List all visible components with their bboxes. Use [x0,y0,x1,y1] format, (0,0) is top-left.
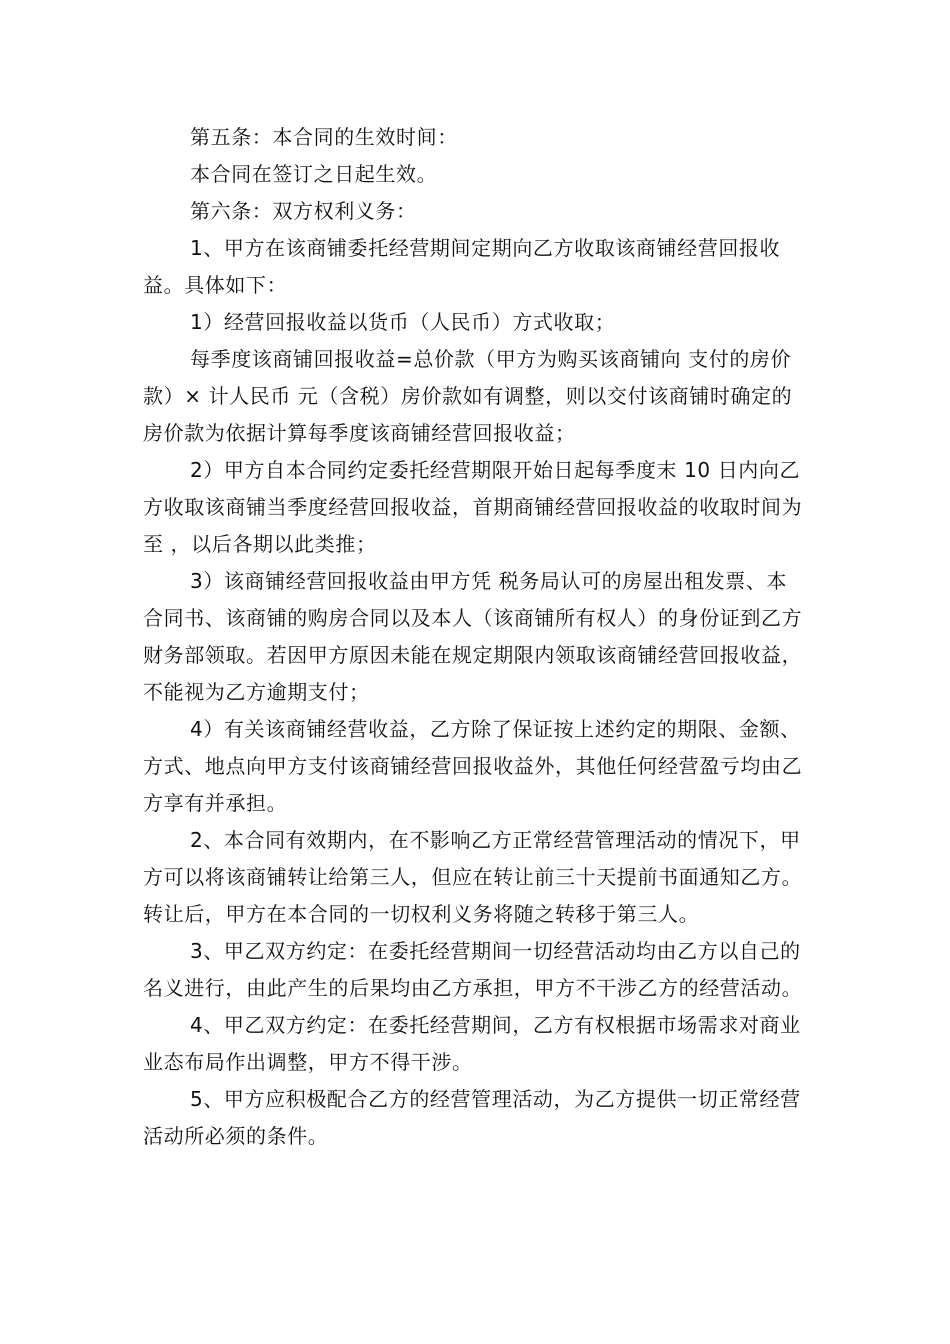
clause-1-item-1: 1）经营回报收益以货币（人民币）方式收取； [190,310,616,334]
article-5-text: 本合同在签订之日起生效。 [190,162,438,186]
document-body [143,119,805,1155]
article-5-heading: 第五条：本合同的生效时间： [190,125,458,149]
clause-4: 4、甲乙双方约定：在委托经营期间，乙方有权根据市场需求对商业业态布局作出调整，甲方不得干涉。 [143,1013,801,1074]
clause-5: 5、甲方应积极配合乙方的经营管理活动，为乙方提供一切正常经营活动所必须的条件。 [143,1087,801,1148]
clause-1-item-1-detail: 每季度该商铺回报收益=总价款（甲方为购买该商铺向 支付的房价款）× 计人民币 元（含税）房价款如有调整，则以交付该商铺时确定的房价款为依据计算每季度该商铺经营回报收益； [143,347,793,445]
article-6-heading: 第六条：双方权利义务： [190,199,417,223]
clause-1-item-3: 3）该商铺经营回报收益由甲方凭 税务局认可的房屋出租发票、本合同书、该商铺的购房合同以及本人（该商铺所有权人）的身份证到乙方财务部领取。若因甲方原因未能在规定期限内领取该商铺经营回报收益，不能视为乙方逾期支付； [143,569,803,704]
clause-1-item-2: 2）甲方自本合同约定委托经营期限开始日起每季度末 10 日内向乙方收取该商铺当季度经营回报收益，首期商铺经营回报收益的收取时间为 至 ，以后各期以此类推； [143,458,803,556]
clause-1-item-4: 4）有关该商铺经营收益，乙方除了保证按上述约定的期限、金额、方式、地点向甲方支付该商铺经营回报收益外，其他任何经营盈亏均由乙方享有并承担。 [143,717,803,815]
clause-2: 2、本合同有效期内，在不影响乙方正常经营管理活动的情况下，甲方可以将该商铺转让给第三人，但应在转让前三十天提前书面通知乙方。转让后，甲方在本合同的一切权利义务将随之转移于第三人。 [143,828,803,926]
clause-1: 1、甲方在该商铺委托经营期间定期向乙方收取该商铺经营回报收益。具体如下： [143,236,781,297]
clause-3: 3、甲乙双方约定：在委托经营期间一切经营活动均由乙方以自己的名义进行，由此产生的后果均由乙方承担，甲方不干涉乙方的经营活动。 [143,939,803,1000]
